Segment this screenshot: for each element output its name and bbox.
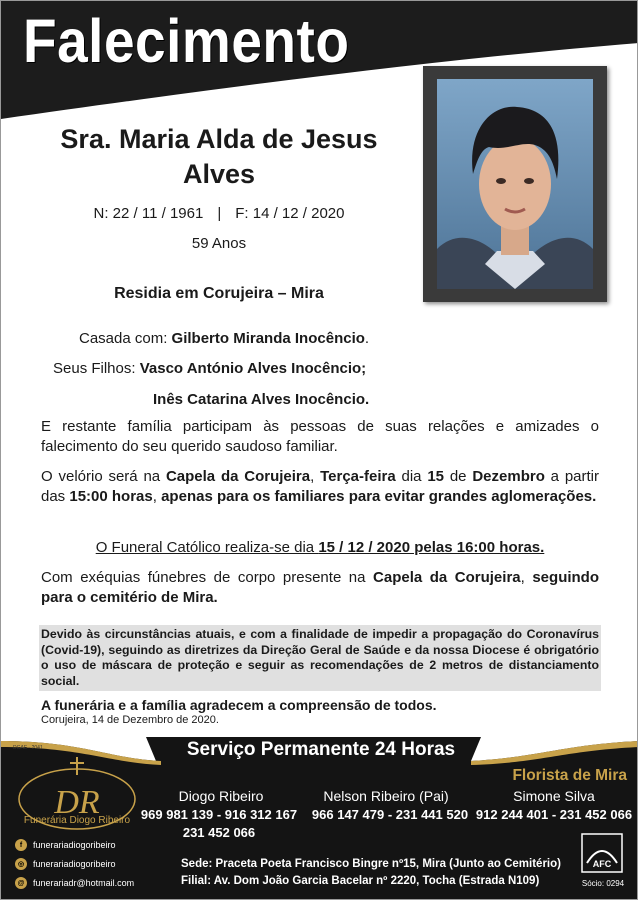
email-icon: @	[15, 877, 27, 889]
death-date: F: 14 / 12 / 2020	[235, 205, 345, 222]
contact-name-3: Simone Silva	[513, 788, 595, 804]
burial-text: Com exéquias fúnebres de corpo presente na	[41, 569, 374, 586]
instagram-link[interactable]	[15, 858, 116, 870]
wake-location: Capela da Corujeira	[165, 468, 311, 485]
facebook-link[interactable]	[15, 839, 116, 851]
address-headquarters: Sede: Praceta Poeta Francisco Bingre nº15, Mira (Junto ao Cemitério)	[181, 858, 561, 870]
wake-text: O velório será na	[41, 468, 166, 485]
facebook-icon: f	[15, 839, 27, 851]
dgae-code: DGAE - 2041	[13, 745, 43, 751]
facebook-handle: funerariadiogoribeiro	[33, 840, 116, 850]
child-name-1: Vasco António Alves Inocêncio;	[139, 360, 367, 377]
wake-text: ,	[310, 468, 321, 485]
contact-phone-1-line-1: 969 981 139 - 916 312 167	[140, 807, 298, 822]
brand-name: Funerária Diogo Ribeiro	[23, 815, 131, 826]
thanks-line: A funerária e a família agradecem a compreensão de todos.	[41, 697, 437, 713]
deceased-name	[29, 122, 409, 192]
contact-phone-1	[139, 806, 299, 842]
instagram-handle: funerariadiogoribeiro	[33, 859, 116, 869]
service-banner: Serviço Permanente 24 Horas	[186, 739, 456, 760]
portrait-frame	[423, 66, 607, 302]
covid-notice: Devido às circunstâncias atuais, e com a finalidade de impedir a propagação do Coronavírus (Covid-19), seguindo as diretrizes da Direção Geral de Saúde e da nossa Diocese é obrigatório o uso de máscara de proteção e seguir as recomendações de 2 metros de distanciamento social.	[39, 625, 601, 691]
wake-text: dia	[395, 468, 428, 485]
instagram-icon: ◎	[15, 858, 27, 870]
child-name-2: Inês Catarina Alves Inocêncio.	[153, 391, 370, 408]
email-address: funerariadr@hotmail.com	[33, 878, 135, 888]
svg-text:DR: DR	[54, 784, 100, 821]
spouse-line	[79, 329, 369, 349]
children-line	[53, 359, 366, 379]
name-line-1: Sra. Maria Alda de Jesus	[60, 124, 378, 154]
family-announcement: E restante família participam às pessoas de suas relações e amizades o falecimento do seu querido saudoso familiar.	[41, 418, 599, 455]
wake-month: Dezembro	[472, 468, 545, 485]
wake-text: ,	[152, 488, 162, 505]
contact-phone-1-line-2: 231 452 066	[182, 825, 256, 840]
contact-name-2: Nelson Ribeiro (Pai)	[323, 788, 449, 804]
portrait-photo	[437, 79, 593, 289]
member-number: Sócio: 0294	[581, 879, 625, 888]
funeral-text: O Funeral Católico realiza-se dia	[95, 539, 319, 556]
wake-time: 15:00 horas	[69, 488, 153, 505]
funeral-line	[41, 539, 599, 556]
burial-paragraph	[41, 568, 599, 608]
wake-note: apenas para os familiares para evitar grandes aglomerações.	[161, 488, 597, 505]
burial-destination: seguindo para o cemitério de Mira.	[41, 569, 600, 606]
burial-chapel: Capela da Corujeira	[373, 569, 521, 586]
dates-line	[29, 205, 409, 222]
wake-text: a partir das	[41, 468, 600, 505]
afc-association-logo	[581, 833, 623, 873]
email-link[interactable]	[15, 877, 134, 889]
name-line-2: Alves	[182, 159, 256, 189]
date-separator: |	[217, 205, 222, 222]
contact-name-1: Diogo Ribeiro	[178, 788, 264, 804]
contact-phone-2: 966 147 479 - 231 441 520	[311, 807, 469, 822]
address-branch: Filial: Av. Dom João Garcia Bacelar nº 2220, Tocha (Estrada N109)	[181, 875, 540, 887]
child-line-2	[153, 390, 369, 410]
spouse-period: .	[364, 330, 370, 347]
wake-day: 15	[427, 468, 445, 485]
residence: Residia em Corujeira – Mira	[114, 285, 324, 302]
spouse-name: Gilberto Miranda Inocêncio	[171, 330, 365, 347]
page-title: Falecimento	[23, 6, 350, 76]
wake-weekday: Terça-feira	[320, 468, 396, 485]
florist-name: Florista de Mira	[512, 767, 627, 784]
contact-phone-3: 912 244 401 - 231 452 066	[475, 807, 633, 822]
children-label: Seus Filhos:	[53, 360, 136, 377]
place-date: Corujeira, 14 de Dezembro de 2020.	[41, 714, 219, 726]
wake-paragraph	[41, 467, 599, 507]
birth-date: N: 22 / 11 / 1961	[93, 205, 204, 222]
funeral-datetime: 15 / 12 / 2020 pelas 16:00 horas.	[318, 539, 545, 556]
wake-text: de	[444, 468, 473, 485]
spouse-label: Casada com:	[79, 330, 168, 347]
age: 59 Anos	[191, 235, 247, 252]
svg-text:AFC: AFC	[592, 859, 612, 869]
burial-text: ,	[520, 569, 533, 586]
